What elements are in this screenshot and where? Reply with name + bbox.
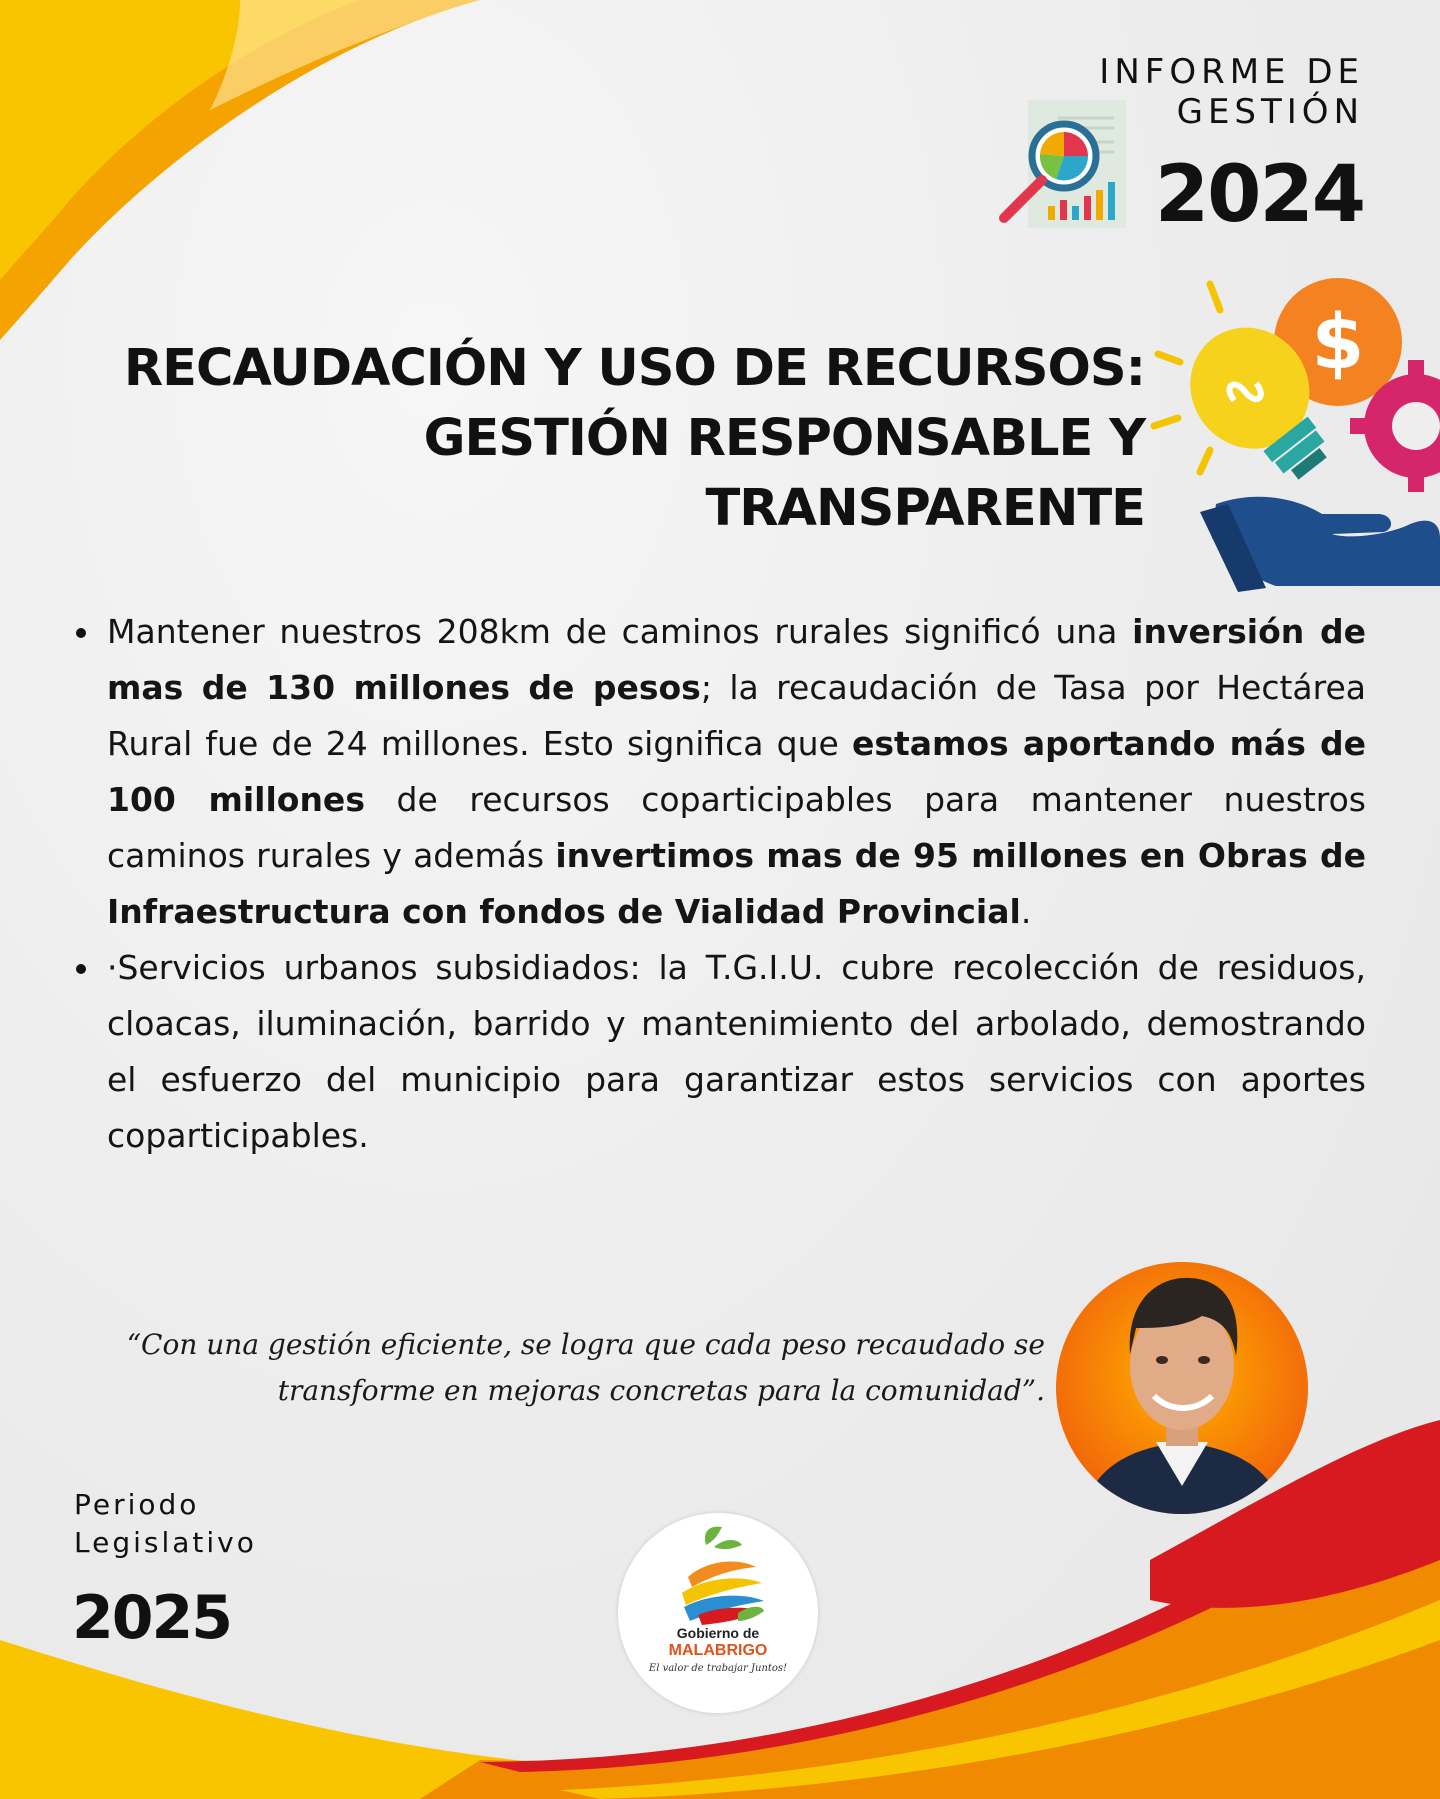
- bullet-1-text-3: de recursos coparticipables para mantener nuestros caminos rurales y además: [107, 780, 1366, 875]
- logo-text-name: MALABRIGO: [668, 1642, 768, 1659]
- logo-text-top: Gobierno de: [676, 1625, 760, 1641]
- bullet-list: [66, 604, 1366, 1164]
- bullet-1-text-2: ; la recaudación de Tasa por Hectárea Rural fue de 24 millones. Esto significa que: [107, 668, 1366, 763]
- bullet-1-text-1: Mantener nuestros 208km de caminos rurales significó una: [107, 612, 1133, 651]
- title-line-3: TRANSPARENTE: [705, 479, 1145, 538]
- bullet-item-1: [66, 604, 1366, 940]
- bullet-1-bold-1: inversión de mas de 130 millones de pesos: [107, 612, 1366, 707]
- malabrigo-logo: [618, 1513, 818, 1713]
- logo-tagline: El valor de trabajar Juntos!: [648, 1663, 788, 1674]
- idea-money-hand-icon: [1146, 276, 1440, 596]
- title-line-1: RECAUDACIÓN Y USO DE RECURSOS:: [123, 339, 1145, 398]
- bullet-item-2: [66, 940, 1366, 1164]
- report-title: INFORME DE GESTIÓN: [1099, 52, 1364, 132]
- svg-text:$: $: [1311, 297, 1365, 386]
- report-year: 2024: [1154, 150, 1364, 240]
- official-portrait: [1052, 1236, 1312, 1516]
- magnifier-chart-icon: [996, 96, 1136, 236]
- bullet-1-bold-3: invertimos mas de 95 millones en Obras de Infraestructura con fondos de Vialidad Provincial: [107, 836, 1366, 931]
- logo-mark: [618, 1513, 818, 1713]
- period-year: 2025: [72, 1583, 231, 1653]
- period-label: Periodo Legislativo: [74, 1488, 257, 1559]
- bullet-1-bold-2: estamos aportando más de 100 millones: [107, 724, 1367, 819]
- quote: “Con una gestión eficiente, se logra que cada peso recaudado se transforme en mejoras concretas para la comunidad”.: [126, 1328, 1045, 1407]
- title-line-2: GESTIÓN RESPONSABLE Y: [423, 409, 1145, 468]
- page-title: [15, 334, 1145, 544]
- bullet-1-text-4: .: [1020, 892, 1032, 931]
- bullet-2-text: ·Servicios urbanos subsidiados: la T.G.I.U. cubre recolección de residuos, cloacas, iluminación, barrido y mantenimiento del arbolado, demostrando el esfuerzo del municipio para garantizar estos servicios con aportes coparticipables.: [107, 948, 1366, 1155]
